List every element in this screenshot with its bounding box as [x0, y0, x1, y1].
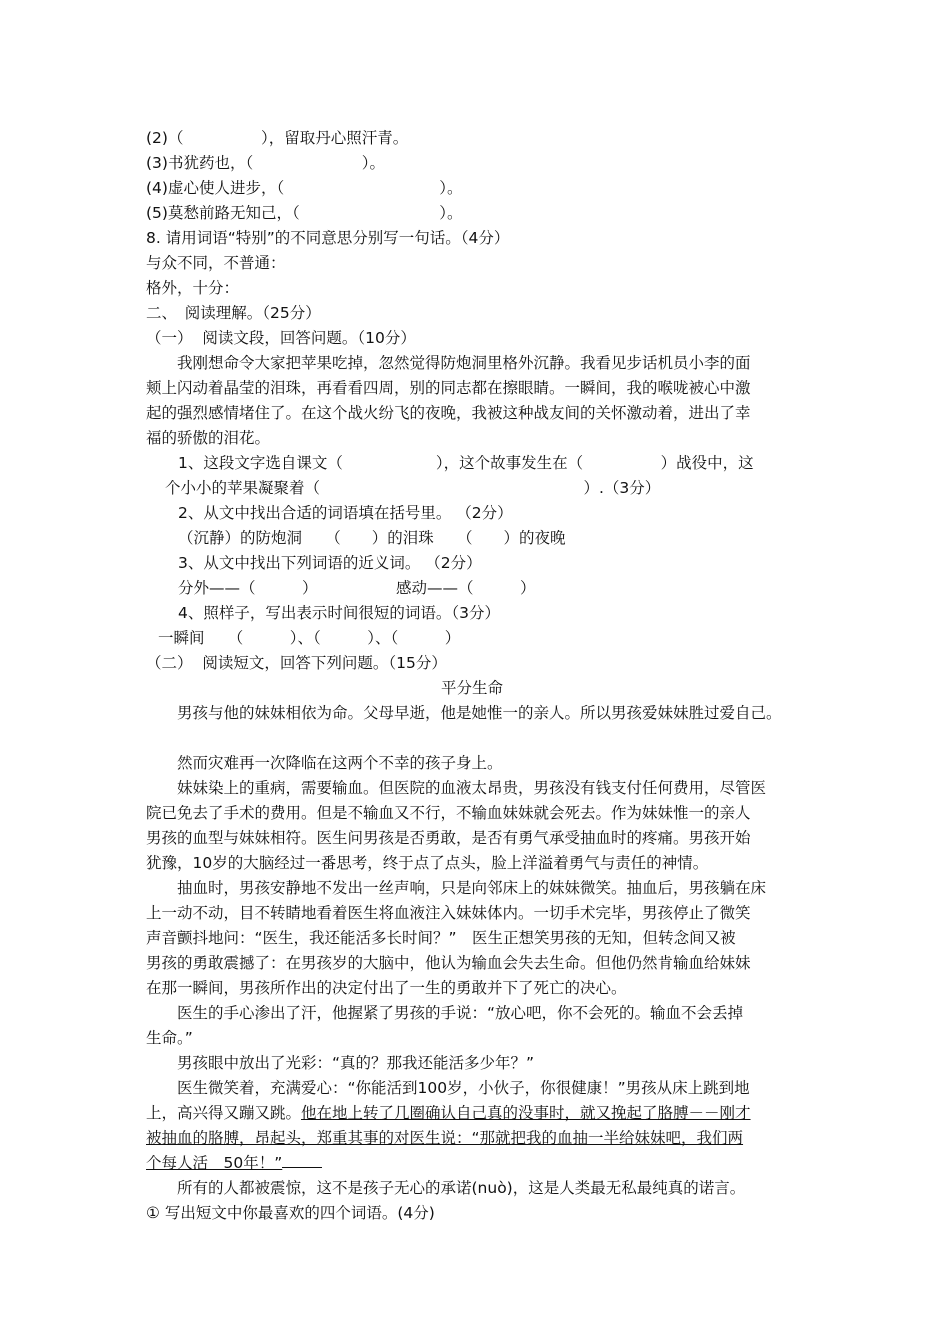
fill-in-line-3: (3)书犹药也，（ ）。 [146, 154, 385, 172]
question-8-meaning-a: 与众不同，不普通： [146, 254, 286, 272]
story-paragraph-4-line-4: 男孩的勇敢震撼了：在男孩岁的大脑中，他认为输血会失去生命。但他仍然肯输血给妹妹 [146, 954, 751, 972]
passage-line-1: 我刚想命令大家把苹果吃掉，忽然觉得防炮洞里格外沉静。我看见步话机员小李的面 [146, 354, 751, 372]
story-paragraph-3-line-2: 院已免去了手术的费用。但是不输血又不行，不输血妹妹就会死去。作为妹妹惟一的亲人 [146, 804, 751, 822]
story-paragraph-7-line-4 [146, 1153, 322, 1173]
story-paragraph-1: 男孩与他的妹妹相依为命。父母早逝，他是她惟一的亲人。所以男孩爱妹妹胜过爱自己。 [146, 704, 782, 722]
question-2: 2、从文中找出合适的词语填在括号里。 （2分） [178, 504, 513, 522]
passage-line-4: 福的骄傲的泪花。 [146, 429, 271, 447]
story-paragraph-4-line-2: 上一动不动，目不转睛地看着医生将血液注入妹妹体内。一切手术完毕，男孩停止了微笑 [146, 904, 751, 922]
story-paragraph-6: 男孩眼中放出了光彩：“真的？那我还能活多少年？” [146, 1054, 535, 1072]
story-question-1: ① 写出短文中你最喜欢的四个词语。(4分) [146, 1204, 435, 1222]
part-1-title: （一） 阅读文段，回答问题。（10分） [146, 329, 416, 347]
story-paragraph-3-line-4: 犹豫，10岁的大脑经过一番思考，终于点了点头，脸上洋溢着勇气与责任的神情。 [146, 854, 709, 872]
question-8-meaning-b: 格外，十分： [146, 279, 240, 297]
story-title: 平分生命 [441, 679, 504, 697]
underlined-sentence-part-3: 个每人活 50年！” [146, 1154, 283, 1172]
question-3-blank-b: 感动——（ ） [396, 579, 536, 597]
underline-tail [282, 1153, 322, 1168]
question-2-blanks: （沉静）的防炮洞 （ ）的泪珠 （ ）的夜晚 [178, 529, 566, 547]
underlined-sentence-part-1: 他在地上转了几圈确认自己真的没事时，就又挽起了胳膊－－刚才 [301, 1104, 751, 1122]
question-8-title: 8. 请用词语“特别”的不同意思分别写一句话。（4分） [146, 229, 510, 247]
story-paragraph-5-line-1: 医生的手心渗出了汗，他握紧了男孩的手说：“放心吧，你不会死的。输血不会丢掉 [146, 1004, 744, 1022]
story-paragraph-7-plain-text: 上，高兴得又蹦又跳。 [146, 1104, 302, 1122]
story-paragraph-8: 所有的人都被震惊，这不是孩子无心的承诺(nuò)，这是人类最无私最纯真的诺言。 [146, 1179, 746, 1197]
story-paragraph-7-line-1: 医生微笑着，充满爱心：“你能活到100岁，小伙子，你很健康！”男孩从床上跳到地 [146, 1079, 750, 1097]
part-2-title: （二） 阅读短文，回答下列问题。（15分） [146, 654, 447, 672]
fill-in-line-4: (4)虚心使人进步，（ ）。 [146, 179, 463, 197]
passage-line-3: 起的强烈感情堵住了。在这个战火纷飞的夜晚，我被这种战友间的关怀激动着，进出了幸 [146, 404, 751, 422]
question-4-blanks: 一瞬间 （ ）、（ ）、（ ） [158, 629, 461, 647]
story-paragraph-5-line-2: 生命。” [146, 1029, 193, 1047]
fill-in-line-2: (2)（ ），留取丹心照汗青。 [146, 129, 409, 147]
story-paragraph-4-line-1: 抽血时，男孩安静地不发出一丝声响，只是向邻床上的妹妹微笑。抽血后，男孩躺在床 [146, 879, 767, 897]
story-paragraph-4-line-5: 在那一瞬间，男孩所作出的决定付出了一生的勇敢并下了死亡的决心。 [146, 979, 627, 997]
story-paragraph-7-line-2 [146, 1103, 751, 1123]
question-3: 3、从文中找出下列词语的近义词。 （2分） [178, 554, 482, 572]
story-paragraph-3-line-1: 妹妹染上的重病，需要输血。但医院的血液太昂贵，男孩没有钱支付任何费用，尽管医 [146, 779, 767, 797]
question-4: 4、照样子，写出表示时间很短的词语。（3分） [178, 604, 500, 622]
question-1-line-a: 1、这段文字选自课文（ ），这个故事发生在（ ）战役中，这 [178, 454, 754, 472]
story-paragraph-3-line-3: 男孩的血型与妹妹相符。医生问男孩是否勇敢，是否有勇气承受抽血时的疼痛。男孩开始 [146, 829, 751, 847]
story-paragraph-4-line-3: 声音颤抖地问：“医生，我还能活多长时间？” 医生正想笑男孩的无知，但转念间又被 [146, 929, 736, 947]
question-1-line-b: 个小小的苹果凝聚着（ ）.（3分） [165, 479, 661, 497]
fill-in-line-5: (5)莫愁前路无知己，（ ）。 [146, 204, 463, 222]
story-paragraph-2: 然而灾难再一次降临在这两个不幸的孩子身上。 [146, 754, 503, 772]
passage-line-2: 颊上闪动着晶莹的泪珠，再看看四周，别的同志都在擦眼睛。一瞬间，我的喉咙被心中激 [146, 379, 751, 397]
section-2-title: 二、 阅读理解。（25分） [146, 304, 321, 322]
question-3-blank-a: 分外——（ ） [178, 579, 318, 597]
story-paragraph-7-line-3: 被抽血的胳膊，昂起头，郑重其事的对医生说：“那就把我的血抽一半给妹妹吧，我们两 [146, 1129, 744, 1147]
